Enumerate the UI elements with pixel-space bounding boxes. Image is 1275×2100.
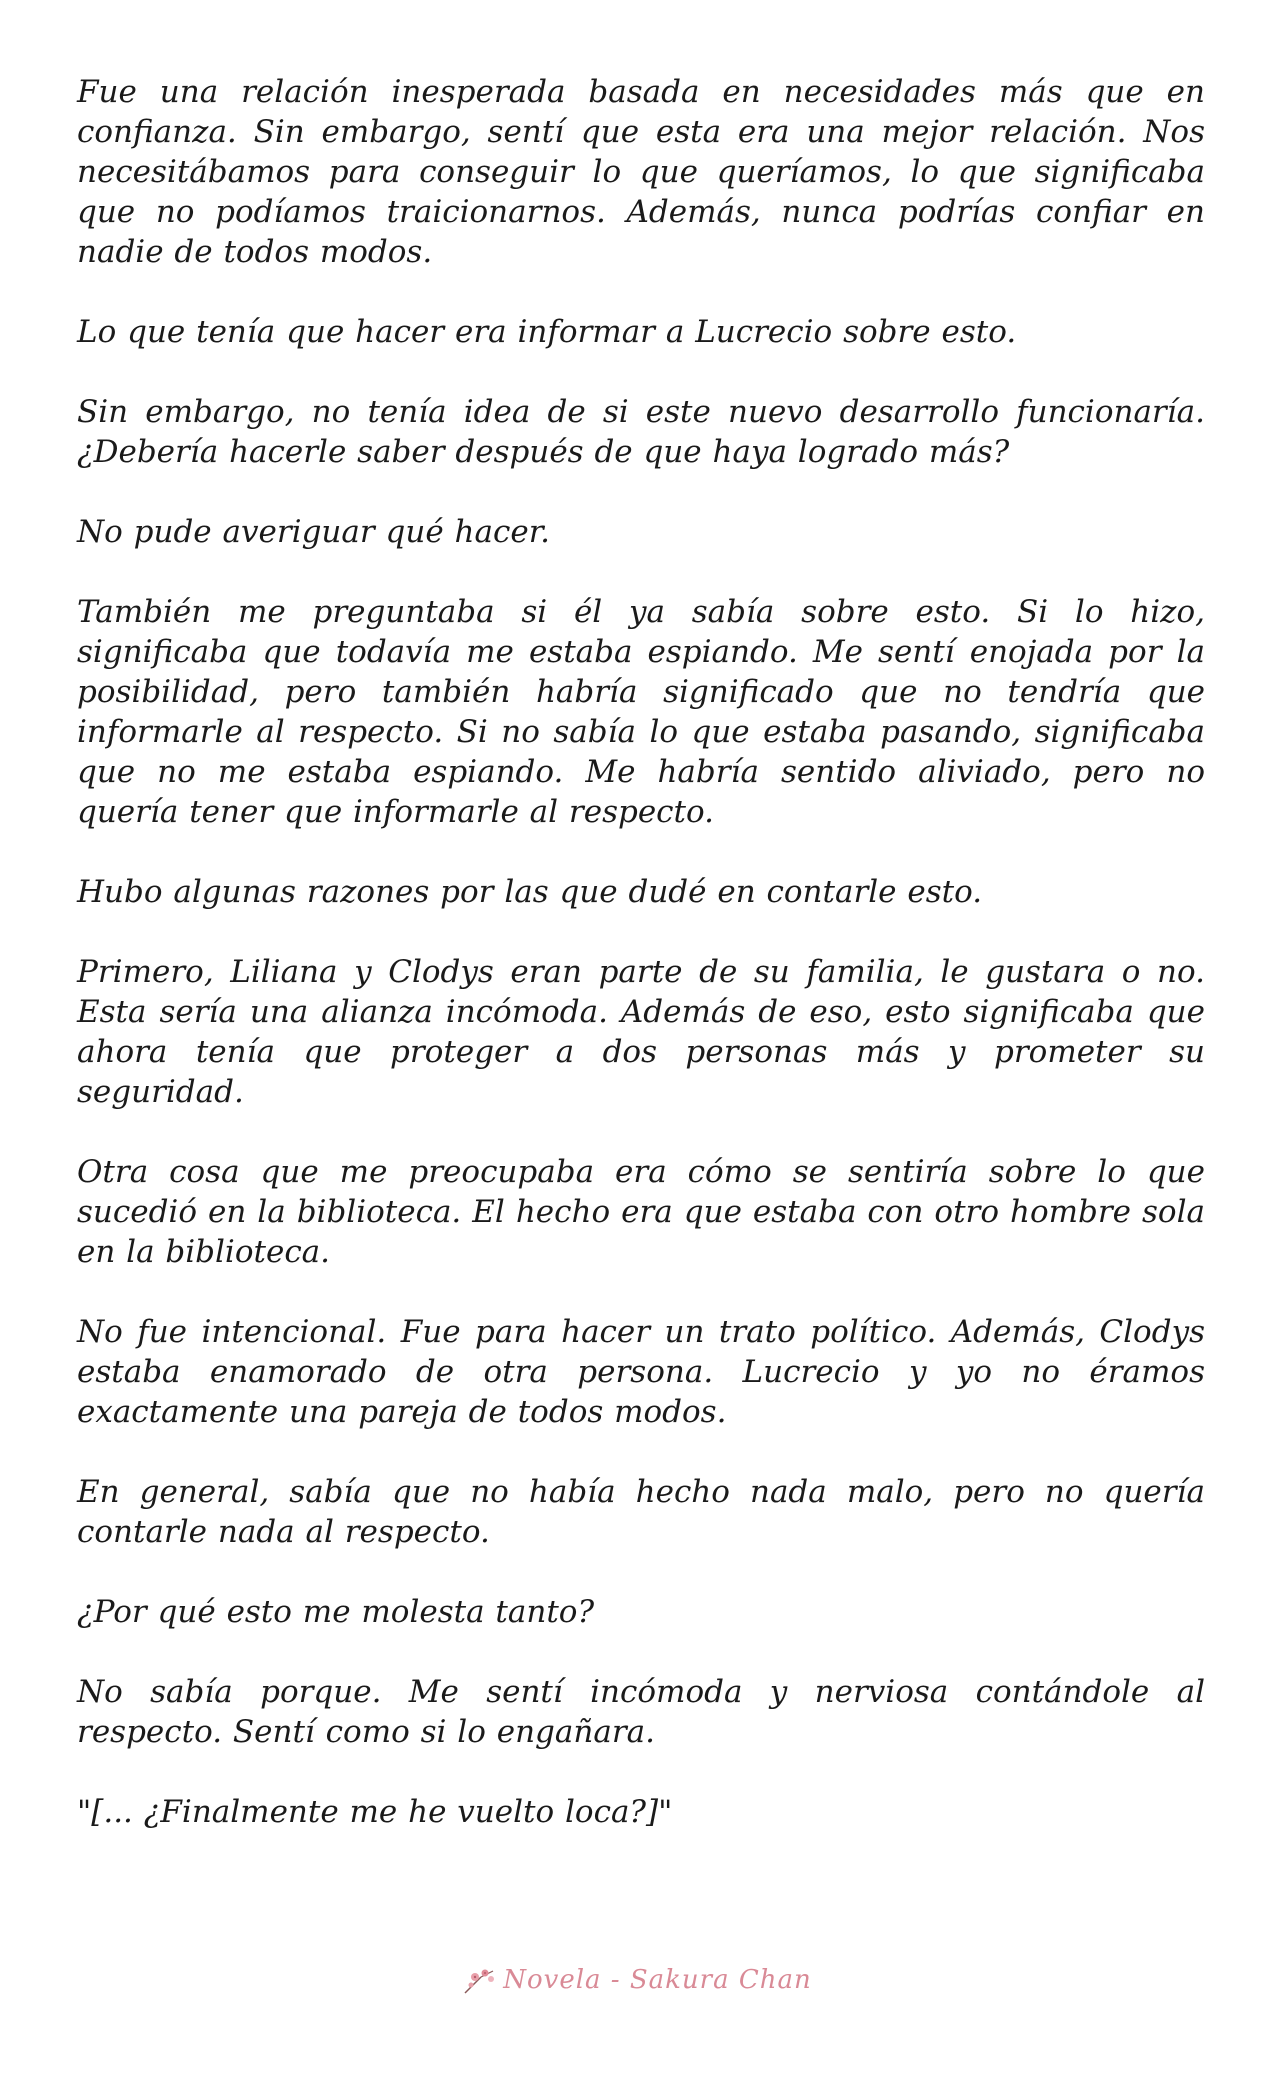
paragraph: No sabía porque. Me sentí incómoda y nerviosa contándole al respecto. Sentí como si lo engañara. [77, 1674, 1205, 1750]
paragraph: No fue intencional. Fue para hacer un trato político. Además, Clodys estaba enamorado de otra persona. Lucrecio y yo no éramos exactamente una pareja de todos modos. [77, 1314, 1205, 1430]
paragraph: Otra cosa que me preocupaba era cómo se sentiría sobre lo que sucedió en la biblioteca. El hecho era que estaba con otro hombre sola en la biblioteca. [77, 1154, 1205, 1270]
watermark-text: Novela - Sakura Chan [503, 1965, 812, 1995]
paragraph: Lo que tenía que hacer era informar a Lucrecio sobre esto. [77, 314, 1017, 350]
paragraph: También me preguntaba si él ya sabía sobre esto. Si lo hizo, significaba que todavía me estaba espiando. Me sentí enojada por la posibilidad, pero también habría significado que no tendría que informarle al respecto. Si no sabía lo que estaba pasando, significaba que no me estaba espiando. Me habría sentido aliviado, pero no quería tener que informarle al respecto. [77, 594, 1205, 830]
paragraph: Fue una relación inesperada basada en necesidades más que en confianza. Sin embargo, sentí que esta era una mejor relación. Nos necesitábamos para conseguir lo que queríamos, lo que significaba que no podíamos traicionarnos. Además, nunca podrías confiar en nadie de todos modos. [77, 74, 1205, 270]
watermark [0, 1965, 1275, 1995]
paragraph: En general, sabía que no había hecho nada malo, pero no quería contarle nada al respecto. [77, 1474, 1205, 1550]
body-text [77, 72, 1205, 1872]
sakura-flower-icon [463, 1965, 497, 1995]
paragraph: Primero, Liliana y Clodys eran parte de su familia, le gustara o no. Esta sería una alianza incómoda. Además de eso, esto significaba que ahora tenía que proteger a dos personas más y prometer su seguridad. [77, 954, 1205, 1110]
paragraph: No pude averiguar qué hacer. [77, 514, 550, 550]
paragraph: Sin embargo, no tenía idea de si este nuevo desarrollo funcionaría. ¿Debería hacerle saber después de que haya logrado más? [77, 394, 1205, 470]
paragraph: "[... ¿Finalmente me he vuelto loca?]" [77, 1794, 673, 1830]
paragraph: ¿Por qué esto me molesta tanto? [77, 1594, 595, 1630]
paragraph: Hubo algunas razones por las que dudé en contarle esto. [77, 874, 983, 910]
